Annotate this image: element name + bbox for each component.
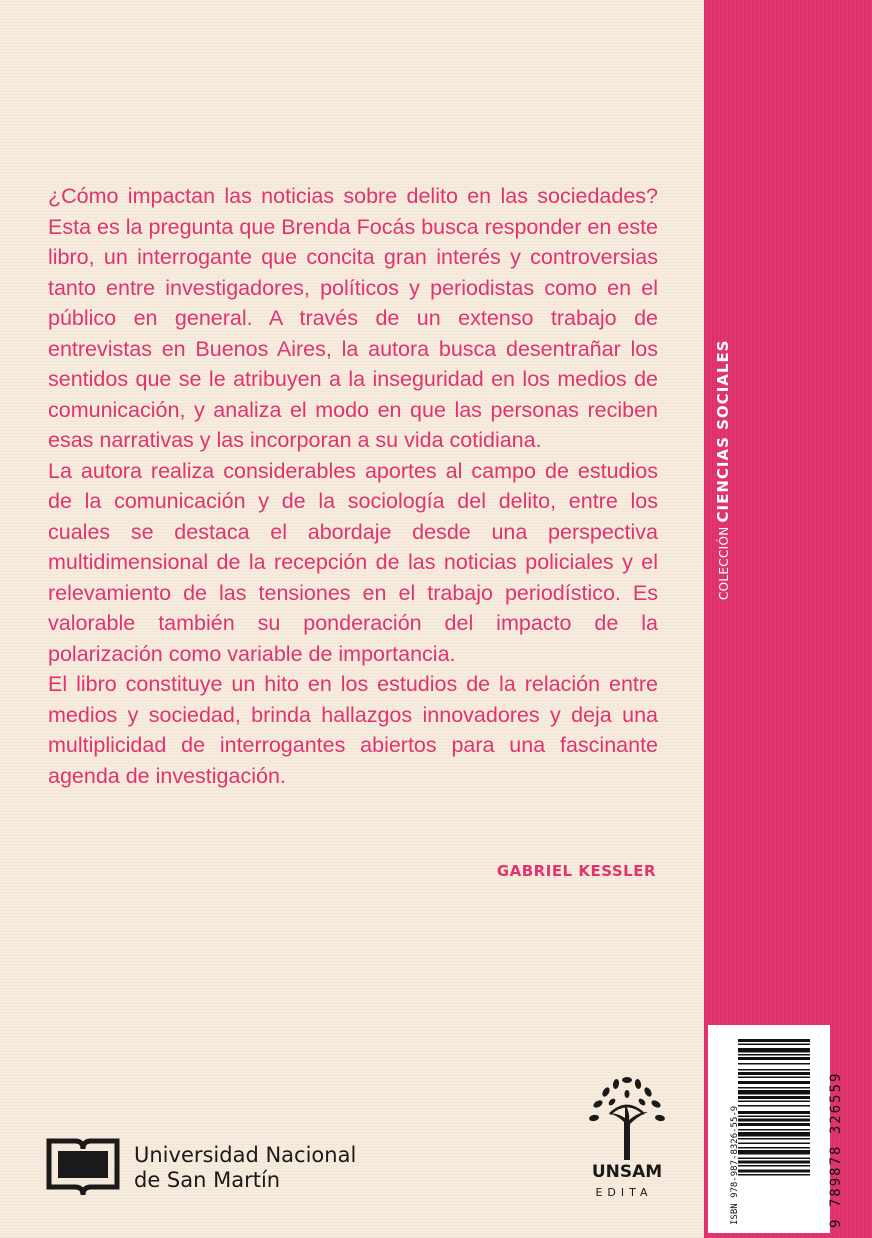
barcode-bar xyxy=(738,1054,810,1056)
publisher-subtitle: EDITA xyxy=(595,1186,653,1199)
blurb-paragraph-3: El libro constituye un hito en los estudios de la relación entre medios y sociedad, brinda hallazgos innovadores y deja una multiplicidad de interrogantes abiertos para una fascinante agenda de investigación. xyxy=(48,672,658,788)
tree-logo-icon xyxy=(586,1074,668,1160)
isbn-label: ISBN 978-987-8326-55-9 xyxy=(730,1105,740,1225)
barcode-bar xyxy=(738,1158,810,1160)
barcode-digits: 9 789878 326559 xyxy=(828,1071,844,1228)
barcode-bar xyxy=(738,1096,810,1099)
barcode-bar xyxy=(738,1123,810,1126)
barcode-bar xyxy=(738,1039,810,1042)
barcode-bar xyxy=(738,1138,810,1140)
barcode-bar xyxy=(738,1174,810,1176)
collection-label xyxy=(714,340,732,601)
barcode-bar xyxy=(738,1044,810,1046)
barcode-bar xyxy=(738,1069,810,1071)
blurb-paragraph-2: La autora realiza considerables aportes al campo de estudios de la comunicación y de la sociología del delito, entre los cuales se destaca el abordaje desde una perspectiva multidimensional de la recepción de las noticias policiales y el relevamiento de las tensiones en el trabajo periodístico. Es valorable también su ponderación del impacto de la polarización como variable de importancia. xyxy=(48,458,658,666)
barcode-bar xyxy=(738,1090,810,1095)
barcode-bar xyxy=(738,1150,810,1155)
barcode-bar xyxy=(738,1105,810,1107)
university-name-line-1: Universidad Nacional xyxy=(134,1143,357,1167)
barcode-bar xyxy=(738,1165,810,1167)
barcode xyxy=(708,1025,844,1233)
blurb-text xyxy=(48,181,658,791)
barcode-bar xyxy=(738,1101,810,1103)
barcode-bars xyxy=(708,1025,830,1233)
barcode-bar xyxy=(738,1087,810,1089)
barcode-bar xyxy=(738,1129,810,1131)
barcode-bar xyxy=(738,1072,810,1075)
barcode-bar xyxy=(738,1077,810,1079)
open-book-logo-icon xyxy=(45,1137,121,1199)
barcode-bar xyxy=(738,1161,810,1164)
barcode-bar xyxy=(738,1081,810,1084)
publisher-name: UNSAM xyxy=(591,1162,663,1182)
barcode-bar xyxy=(738,1116,810,1118)
collection-prefix: COLECCIÓN xyxy=(717,526,731,600)
university-name xyxy=(134,1143,356,1193)
blurb-author: GABRIEL KESSLER xyxy=(496,862,656,880)
barcode-bar xyxy=(738,1048,810,1053)
university-name-line-2: de San Martín xyxy=(134,1168,281,1192)
barcode-bar xyxy=(738,1132,810,1137)
barcode-bar xyxy=(738,1170,810,1173)
barcode-bar xyxy=(738,1057,810,1060)
barcode-bar xyxy=(738,1063,810,1065)
blurb-paragraph-1: ¿Cómo impactan las noticias sobre delito en las sociedades? Esta es la pregunta que Brenda Focás busca responder en este libro, un interrogante que concita gran interés y controversias tanto entre investigadores, políticos y periodistas como en el público en general. A través de un extenso trabajo de entrevistas en Buenos Aires, la autora busca desentrañar los sentidos que se le atribuyen a la inseguridad en los medios de comunicación, y analiza el modo en que las personas reciben esas narrativas y las incorporan a su vida cotidiana. xyxy=(48,184,658,452)
barcode-bar xyxy=(738,1119,810,1122)
barcode-bar xyxy=(738,1143,810,1145)
collection-name: CIENCIAS SOCIALES xyxy=(714,339,732,523)
barcode-bar xyxy=(738,1147,810,1149)
barcode-bar xyxy=(738,1111,810,1114)
